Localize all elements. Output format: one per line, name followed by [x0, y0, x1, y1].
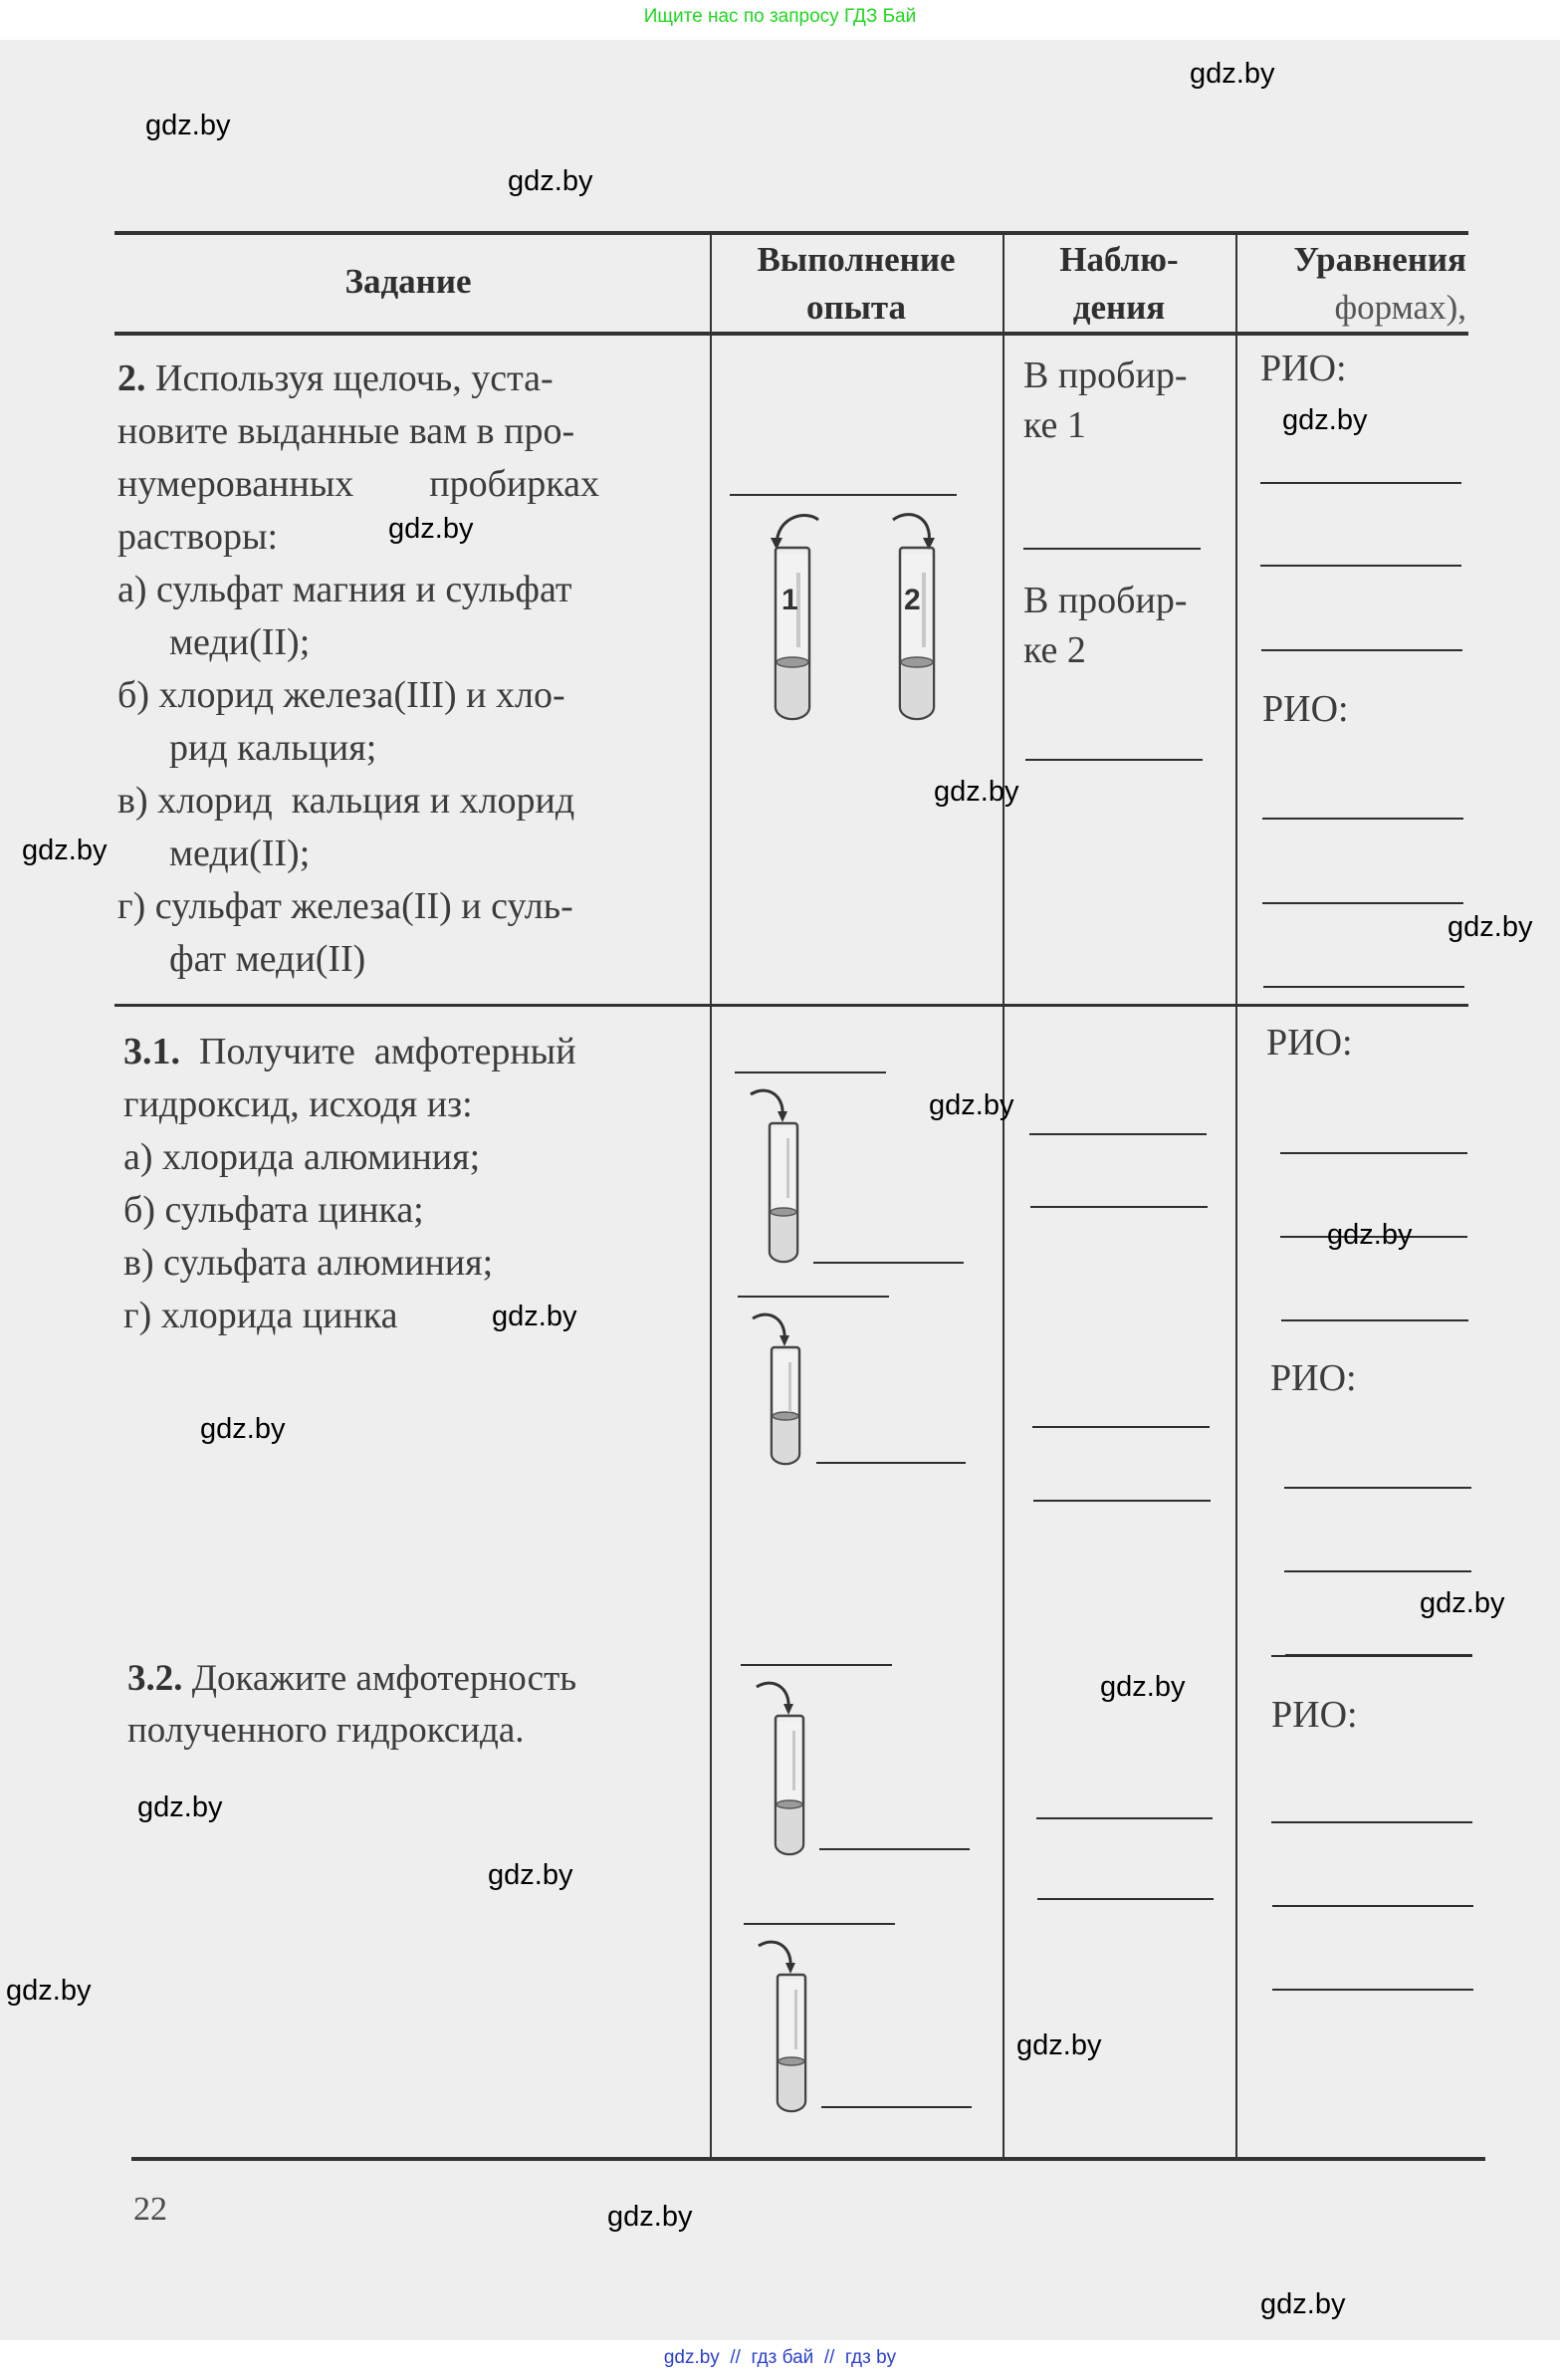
equation-answer-line[interactable] — [1272, 1905, 1473, 1907]
watermark: gdz.by — [934, 776, 1019, 808]
task-3-1-option-d: г) хлорида цинка — [123, 1295, 398, 1336]
equation-answer-line[interactable] — [1272, 1989, 1473, 1991]
top-banner-text: Ищите нас по запросу ГДЗ Бай — [643, 6, 917, 27]
observation-answer-line[interactable] — [1029, 1133, 1207, 1135]
answer-line[interactable] — [744, 1923, 895, 1925]
task-2-option-b: б) хлорид железа(III) и хло- — [117, 674, 565, 716]
task-3-1-option-b: б) сульфата цинка; — [123, 1189, 424, 1231]
task-2-line-2: новите выданные вам в про- — [117, 410, 575, 452]
task-2-option-c-cont: меди(II); — [169, 833, 311, 874]
header-observations-2: дения — [1072, 288, 1166, 327]
watermark: gdz.by — [1448, 911, 1533, 943]
column-divider-3 — [1235, 233, 1237, 2159]
watermark: gdz.by — [607, 2201, 693, 2233]
observation-tube-1: В пробир- ке 1 — [1023, 355, 1188, 446]
watermark: gdz.by — [388, 513, 474, 545]
header-execution-2: опыта — [805, 288, 907, 327]
equation-answer-line[interactable] — [1262, 818, 1463, 820]
task-3-2-line-2: полученного гидроксида. — [127, 1710, 525, 1751]
equation-answer-line[interactable] — [1263, 986, 1464, 988]
svg-text:1: 1 — [781, 584, 798, 616]
rio-label: РИО: — [1270, 1357, 1357, 1399]
table-bottom-border — [131, 2157, 1485, 2161]
watermark: gdz.by — [1016, 2029, 1102, 2061]
task-2-option-c: в) хлорид кальция и хлорид — [117, 780, 575, 822]
test-tube-with-arrow-icon — [747, 1080, 806, 1270]
test-tube-with-arrow-icon — [753, 1673, 812, 1862]
header-equations-2: формах), — [1334, 288, 1466, 327]
svg-text:2: 2 — [904, 584, 921, 616]
rio-label: РИО: — [1266, 1022, 1353, 1064]
watermark: gdz.by — [1420, 1587, 1505, 1619]
observation-answer-line[interactable] — [1030, 1206, 1208, 1208]
task-3-1-option-a: а) хлорида алюминия; — [123, 1136, 481, 1178]
header-task: Задание — [344, 262, 472, 301]
observation-answer-line[interactable] — [1023, 548, 1201, 550]
observation-answer-line[interactable] — [1033, 1500, 1211, 1502]
task-2-text — [117, 353, 599, 986]
rio-label: РИО: — [1271, 1694, 1358, 1736]
task-2-option-b-cont: рид кальция; — [169, 727, 377, 769]
watermark: gdz.by — [488, 1859, 573, 1891]
watermark: gdz.by — [6, 1975, 92, 2007]
task-3-2-number: 3.2. — [127, 1658, 183, 1699]
test-tube-2-with-arrow-icon — [889, 498, 949, 727]
page-number: 22 — [133, 2191, 167, 2228]
column-divider-1 — [710, 233, 712, 2159]
answer-line[interactable] — [816, 1462, 966, 1464]
equation-answer-line[interactable] — [1260, 482, 1461, 484]
equation-answer-line[interactable] — [1281, 1319, 1468, 1321]
answer-line[interactable] — [821, 2106, 972, 2108]
task-3-1-number: 3.1. — [123, 1031, 180, 1072]
watermark: gdz.by — [145, 110, 231, 141]
equation-answer-line[interactable] — [1260, 565, 1461, 567]
watermark: gdz.by — [200, 1413, 286, 1445]
header-equations-1: Уравнения — [1293, 240, 1466, 279]
equation-answer-line[interactable] — [1271, 1821, 1472, 1823]
column-divider-2 — [1003, 233, 1004, 2159]
footer-links[interactable]: gdz.by // гдз бай // гдз by — [663, 2347, 897, 2368]
task-3-1-line-1: 3.1. Получите амфотерный — [123, 1031, 576, 1072]
task-3-1-line-2: гидроксид, исходя из: — [123, 1083, 473, 1125]
watermark: gdz.by — [929, 1089, 1014, 1121]
rio-label: РИО: — [1262, 688, 1349, 730]
watermark: gdz.by — [1282, 404, 1368, 436]
equation-answer-line[interactable] — [1262, 902, 1463, 904]
answer-line[interactable] — [813, 1262, 964, 1264]
row-separator — [114, 1004, 1468, 1007]
answer-line[interactable] — [738, 1296, 889, 1298]
equation-answer-line[interactable] — [1284, 1487, 1471, 1489]
answer-line[interactable] — [730, 494, 957, 496]
observation-answer-line[interactable] — [1037, 1898, 1214, 1900]
task-2-option-d: г) сульфат железа(II) и суль- — [117, 885, 573, 927]
equation-answer-line[interactable] — [1284, 1570, 1471, 1572]
task-2-option-a: а) сульфат магния и сульфат — [117, 569, 572, 610]
table-top-border — [114, 231, 1468, 235]
test-tube-1-with-arrow-icon — [767, 498, 826, 727]
watermark: gdz.by — [1327, 1219, 1413, 1251]
task-2-line-1: 2. Используя щелочь, уста- — [117, 357, 554, 399]
task-3-2-line-1: 3.2. Докажите амфотерность — [127, 1658, 577, 1699]
watermark: gdz.by — [1100, 1671, 1186, 1703]
watermark: gdz.by — [1190, 58, 1275, 90]
equation-answer-line[interactable] — [1280, 1152, 1467, 1154]
table-header-bottom-border — [114, 332, 1468, 336]
task-3-1-text — [123, 1026, 576, 1342]
observation-answer-line[interactable] — [1036, 1817, 1213, 1819]
task-2-line-4: растворы: — [117, 516, 279, 558]
observation-answer-line[interactable] — [1032, 1426, 1210, 1428]
header-observations-1: Наблю- — [1059, 240, 1179, 279]
observation-tube-2: В пробир- ке 2 — [1023, 580, 1188, 671]
observation-answer-line[interactable] — [1025, 759, 1203, 761]
rio-label: РИО: — [1260, 348, 1347, 389]
watermark: gdz.by — [492, 1301, 577, 1332]
equation-answer-line[interactable] — [1261, 649, 1462, 651]
header-execution-1: Выполнение — [757, 240, 956, 279]
task-2-option-a-cont: меди(II); — [169, 621, 311, 663]
answer-line[interactable] — [819, 1848, 970, 1850]
answer-line[interactable] — [735, 1071, 886, 1073]
equation-answer-line[interactable] — [1271, 1655, 1472, 1657]
test-tube-with-arrow-icon — [755, 1932, 814, 2121]
task-2-option-d-cont: фат меди(II) — [169, 938, 366, 980]
task-2-line-3: нумерованных пробирках — [117, 463, 600, 505]
task-2-number: 2. — [117, 357, 146, 399]
watermark: gdz.by — [508, 165, 593, 197]
watermark: gdz.by — [137, 1791, 223, 1823]
answer-line[interactable] — [741, 1664, 892, 1666]
watermark: gdz.by — [22, 834, 108, 866]
task-3-2-text — [127, 1653, 576, 1757]
watermark: gdz.by — [1260, 2288, 1346, 2320]
test-tube-with-arrow-icon — [749, 1305, 808, 1494]
task-3-1-option-c: в) сульфата алюминия; — [123, 1242, 494, 1284]
